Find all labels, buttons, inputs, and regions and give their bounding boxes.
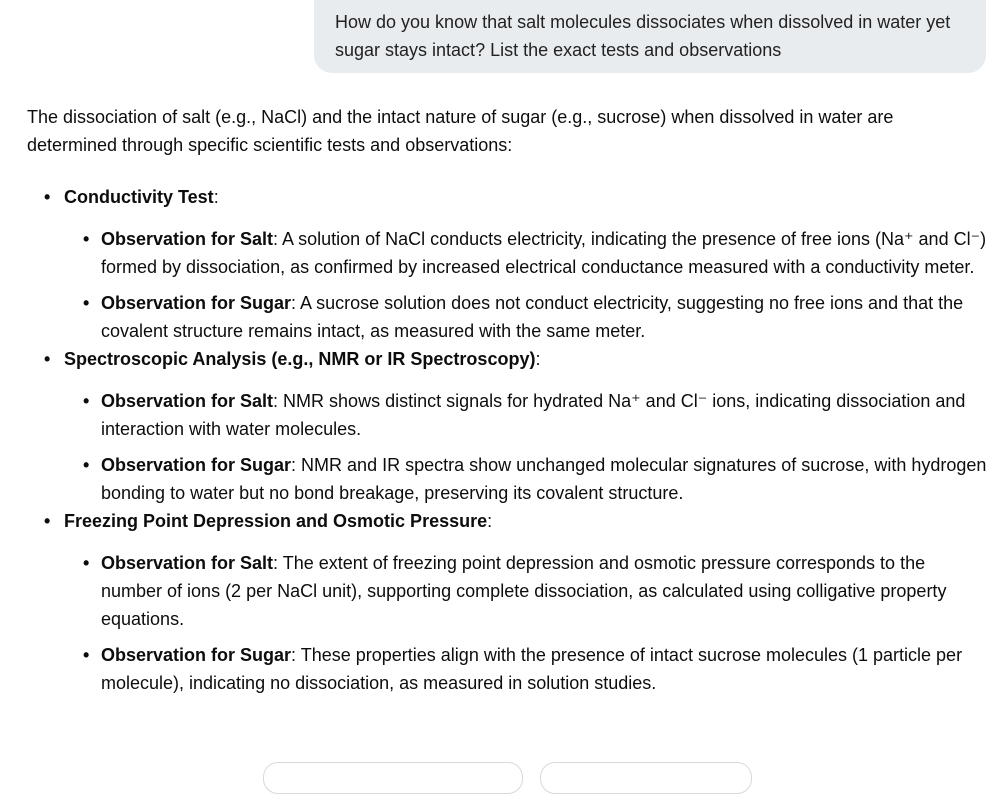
- observation-item-salt: [27, 225, 987, 281]
- test-section-conductivity: [27, 183, 987, 345]
- observation-label: Observation for Sugar: [101, 293, 292, 313]
- section-title: Freezing Point Depression and Osmotic Pressure: [64, 511, 488, 531]
- suggestion-chip[interactable]: [540, 762, 752, 794]
- observation-item-sugar: [27, 451, 987, 507]
- user-message-text: How do you know that salt molecules dissociates when dissolved in water yet sugar stays intact? List the exact tests and observations: [335, 12, 951, 60]
- observation-label: Observation for Salt: [101, 553, 274, 573]
- bullet: •: [83, 645, 90, 665]
- observation-text: : NMR and IR spectra show unchanged molecular signatures of sucrose, with hydrogen bonding to water but no bond breakage, preserving its covalent structure.: [101, 455, 987, 503]
- observation-text: : These properties align with the presence of intact sucrose molecules (1 particle per molecule), indicating no dissociation, as measured in solution studies.: [101, 645, 963, 693]
- observation-label: Observation for Sugar: [101, 645, 292, 665]
- bullet: •: [44, 187, 51, 207]
- observation-label: Observation for Salt: [101, 391, 274, 411]
- observation-text: : The extent of freezing point depression and osmotic pressure corresponds to the number of ions (2 per NaCl unit), supporting complete dissociation, as calculated using colligative property equations.: [101, 553, 947, 629]
- observation-label: Observation for Sugar: [101, 455, 292, 475]
- test-list: [27, 183, 987, 697]
- section-title: Conductivity Test: [64, 187, 214, 207]
- bullet: •: [83, 229, 90, 249]
- observation-label: Observation for Salt: [101, 229, 274, 249]
- answer-intro: The dissociation of salt (e.g., NaCl) and the intact nature of sugar (e.g., sucrose) when dissolved in water are determined through specific scientific tests and observations:: [27, 107, 894, 155]
- bullet: •: [83, 391, 90, 411]
- observation-item-salt: [27, 387, 987, 443]
- observation-text: : NMR shows distinct signals for hydrated Na⁺ and Cl⁻ ions, indicating dissociation and interaction with water molecules.: [101, 391, 966, 439]
- assistant-answer: [27, 103, 987, 697]
- observation-text: : A sucrose solution does not conduct electricity, suggesting no free ions and that the covalent structure remains intact, as measured with the same meter.: [101, 293, 964, 341]
- bullet: •: [44, 511, 51, 531]
- section-colon: :: [213, 187, 219, 207]
- section-title: Spectroscopic Analysis (e.g., NMR or IR Spectroscopy): [64, 349, 536, 369]
- bullet: •: [83, 455, 90, 475]
- test-section-spectroscopy: [27, 345, 987, 507]
- section-colon: :: [535, 349, 541, 369]
- observation-list: [64, 549, 987, 697]
- observation-list: [64, 387, 987, 507]
- section-colon: :: [487, 511, 493, 531]
- observation-item-sugar: [27, 641, 987, 697]
- observation-item-sugar: [27, 289, 987, 345]
- test-section-freezing-point: [27, 507, 987, 697]
- observation-text: : A solution of NaCl conducts electricity, indicating the presence of free ions (Na⁺ and Cl⁻) formed by dissociation, as confirmed by increased electrical conductance measured with a conductivity meter.: [101, 229, 987, 277]
- bullet: •: [83, 553, 90, 573]
- bullet: •: [44, 349, 51, 369]
- user-message-bubble: [314, 0, 986, 73]
- observation-item-salt: [27, 549, 987, 633]
- observation-list: [64, 225, 987, 345]
- bullet: •: [83, 293, 90, 313]
- suggestion-chip[interactable]: [263, 762, 523, 794]
